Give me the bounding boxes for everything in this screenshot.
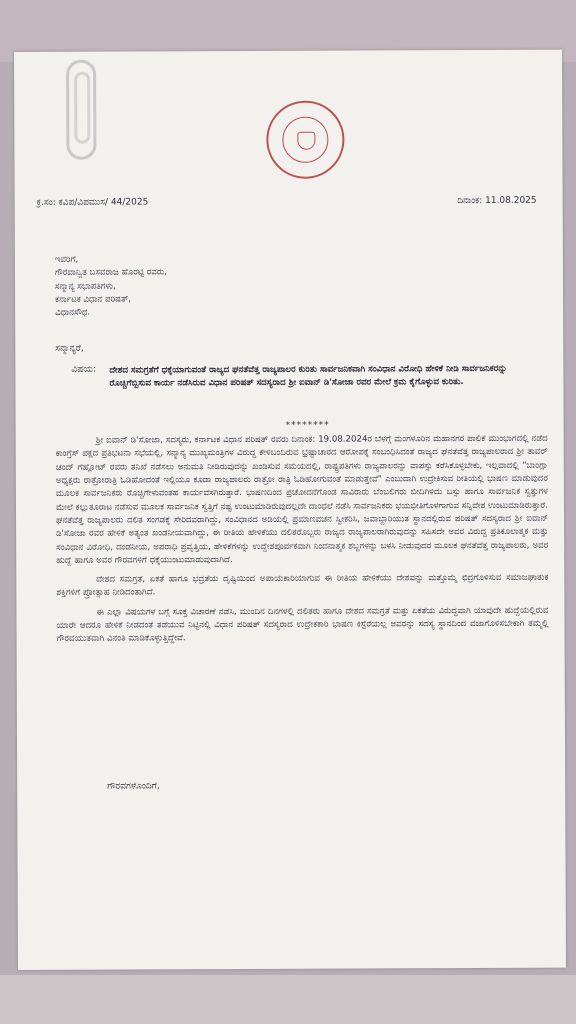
- recipient-block: [55, 252, 385, 320]
- body-paragraph: ಶ್ರೀ ಐವಾನ್ ಡಿ'ಸೋಜಾ, ಸದಸ್ಯರು, ಕರ್ನಾಟಕ ವಿಧಾನ ಪರಿಷತ್ ರವರು ದಿನಾಂಕ: 19.08.2024ರ ಬೆಳಗ್ಗೆ ಮಂಗಳೂರಿನ ಮಹಾನಗರ ಪಾಲಿಕೆ ಮುಂಭಾಗದಲ್ಲಿ ನಡೆದ ಕಾಂಗ್ರೆಸ್ ಪಕ್ಷದ ಪ್ರತಿಭಟನಾ ಸಭೆಯಲ್ಲಿ, ಸನ್ಮಾನ್ಯ ಮುಖ್ಯಮಂತ್ರಿಗಳ ವಿರುದ್ಧ ಕೇಳಿಬಂದಿರುವ ಭ್ರಷ್ಟಾಚಾರದ ಆರೋಪಕ್ಕೆ ಸಂಬಂಧಿಸಿದಂತೆ ರಾಜ್ಯದ ಘನತೆವೆತ್ತ ರಾಜ್ಯಪಾಲರಾದ ಶ್ರೀ ತಾವರ್ ಚಂದ್ ಗೆಹ್ಲೋಟ್ ರವರು ತನಿಖೆ ನಡೆಸಲು ಅನುಮತಿ ನೀಡಿರುವುದನ್ನು ಖಂಡಿಸುವ ಸಮಯದಲ್ಲಿ, ರಾಷ್ಟ್ರಪತಿಗಳು ರಾಜ್ಯಪಾಲರನ್ನು ವಾಪಸ್ಸು ಕರೆಸಿಕೊಳ್ಳಬೇಕು, ಇಲ್ಲವಾದಲ್ಲಿ "ಬಾಂಗ್ಲಾ ಅಧ್ಯಕ್ಷರು ರಾತ್ರೋರಾತ್ರಿ ಓಡಿಹೋದಂತೆ ಇಲ್ಲಿಯೂ ಕೂಡಾ ರಾಜ್ಯಪಾಲರು ರಾತ್ರೋ ರಾತ್ರಿ ಓಡಿಹೋಗುವಂತೆ ಮಾಡುತ್ತೇವೆ" ಎಂಬುದಾಗಿ ಉದ್ರೇಕಿಸುವ ರೀತಿಯಲ್ಲಿ ಭಾಷಣ ಮಾಡುವುದರ ಮೂಲಕ ಸಾರ್ವಜನಿಕರು ರೊಚ್ಚಿಗೇಳುವಂತಹ ಕಾರ್ಯವೆಸಗಿರುತ್ತಾರೆ. ಭಾಷಣದಿಂದ ಪ್ರಚೋದನೆಗೊಂಡ ಸಾವಿರಾರು ಬೆಂಬಲಿಗರು ಬೀದಿಗಿಳಿದು ಬಸ್ಸು ಹಾಗೂ ಸಾರ್ವಜನಿಕ ಸ್ವತ್ತುಗಳ ಮೇಲೆ ಕಲ್ಲುತೂರಾಟ ನಡೆಸುವ ಮೂಲಕ ಸಾರ್ವಜನಿಕ ಸ್ವತ್ತಿಗೆ ನಷ್ಟ ಉಂಟುಮಾಡಿರುವುದಲ್ಲದೇ ದಾಂಧಲೆ ನಡೆಸಿ ಸಾರ್ವಜನಿಕರು ಭಯಭೀತಿಗೊಳಗಾಗುವ ಸನ್ನಿವೇಶ ಉಂಟುಮಾಡಿರುತ್ತಾರೆ. ಘನತೆವೆತ್ತ ರಾಜ್ಯಪಾಲರು ದಲಿತ ಸಂಗಡಕ್ಕೆ ಸೇರಿದವರಾಗಿದ್ದು, ಸಂವಿಧಾನದ ಅಡಿಯಲ್ಲಿ ಪ್ರಮಾಣವಚನ ಸ್ವೀಕರಿಸಿ, ಜವಾಬ್ದಾರಿಯುತ ಸ್ಥಾನದಲ್ಲಿರುವ ಪರಿಷತ್ ಸದಸ್ಯರಾದ ಶ್ರೀ ಐವಾನ್ ಡಿ'ಸೋಜಾ ರವರ ಹೇಳಿಕೆ ಅತ್ಯಂತ ಖಂಡನೀಯವಾಗಿದ್ದು, ಈ ರೀತಿಯ ಹೇಳಿಕೆಯು ದಲಿತರೊಬ್ಬರು ರಾಜ್ಯದ ರಾಜ್ಯಪಾಲರಾಗಿರುವುದನ್ನು ಸಹಿಸದೇ ಅವರ ವಿರುದ್ಧ ಪ್ರತಿಕೂಲಾತ್ಮಕ ಮತ್ತು ಸಂವಿಧಾನ ವಿರೋಧಿ, ದಂಡನೀಯ, ಅಪರಾಧಿ ಪ್ರವೃತ್ತಿಯ, ಹೇಳಿಕೆಗಳನ್ನು ಉದ್ದೇಶಪೂರ್ವಕವಾಗಿ ನಿಂದನಾತ್ಮಕ ಶಬ್ದಗಳನ್ನು ಬಳಸಿ ನೀಡುವುದರ ಮೂಲಕ ಘನತೆವೆತ್ತ ರಾಜ್ಯಪಾಲರು, ಅವರ ಹುದ್ದೆ ಹಾಗೂ ಅವರ ಗೌರವಗಳಿಗೆ ಧಕ್ಕೆಯುಂಟುಮಾಡುವುದಾಗಿದೆ.: [55, 433, 549, 566]
- salutation: ಸನ್ಮಾನ್ಯರೆ,: [55, 343, 84, 354]
- separator: ********: [285, 420, 330, 431]
- seal-ring: [282, 117, 328, 163]
- body-paragraph: ಈ ಎಲ್ಲಾ ವಿಷಯಗಳ ಬಗ್ಗೆ ಸೂಕ್ತ ವಿಚಾರಣೆ ನಡೆಸಿ, ಮುಂದಿನ ದಿನಗಳಲ್ಲಿ ದಲಿತರು ಹಾಗೂ ದೇಶದ ಸಮಗ್ರತೆ ಮತ್ತು ಏಕತೆಯ ವಿರುದ್ಧವಾಗಿ ಯಾವುದೇ ಹುದ್ದೆಯಲ್ಲಿರುವ ಯಾರೇ ಆದರೂ ಹೇಳಿಕೆ ನೀಡದಂತೆ ತಡೆಯುವ ನಿಟ್ಟಿನಲ್ಲಿ ವಿಧಾನ ಪರಿಷತ್ ಸದಸ್ಯರಾದ ಉದ್ರೇಕಕಾರಿ ಭಾಷಣ ಕಿಸ್ಟೆರೆಯಲ್ಲ ಅವರನ್ನು ಸದಸ್ಯ ಸ್ಥಾನದಿಂದ ವಜಾಗೊಳಿಸಬೇಕಾಗಿ ತಮ್ಮಲ್ಲಿ ಗೌರವಯುತವಾಗಿ ವಿನಂತಿ ಮಾಡಿಕೊಳ್ಳುತ್ತಿದ್ದೇವೆ.: [56, 605, 549, 645]
- paperclip-inner-icon: [74, 72, 90, 144]
- closing: ಗೌರವಗಳೊಂದಿಗೆ,: [107, 781, 160, 792]
- letter-date: ದಿನಾಂಕ: 11.08.2025: [457, 195, 537, 207]
- recipient-line: ವಿಧಾನಸೌಧ.: [55, 307, 91, 319]
- recipient-line: ಇವರಿಗೆ,: [54, 254, 79, 265]
- letter-page: [14, 50, 566, 970]
- letter-body: [56, 433, 549, 653]
- subject-label: ವಿಷಯ:: [71, 364, 97, 375]
- body-paragraph: ದೇಶದ ಸಮಗ್ರತೆ, ಏಕತೆ ಹಾಗೂ ಭದ್ರತೆಯ ದೃಷ್ಟಿಯಿಂದ ಅಪಾಯಕಾರಿಯಾಗುವ ಈ ರೀತಿಯ ಹೇಳಿಕೆಯು ದೇಶವನ್ನು ಮತ್ತೊಮ್ಮೆ ಛಿದ್ರಗೊಳಿಸುವ ಸಮಾಜಘಾತುಕ ಶಕ್ತಿಗಳಿಗೆ ಪ್ರೋತ್ಸಾಹ ನೀಡಿದಂತಾಗಿದೆ.: [56, 572, 549, 599]
- recipient-line: ಗೌರವಾನ್ವಿತ ಬಸವರಾಜ ಹೊರಟ್ಟಿ ರವರು,: [54, 267, 167, 279]
- background-bottom: [0, 975, 576, 1024]
- subject-text: ದೇಶದ ಸಮಗ್ರತೆಗೆ ಧಕ್ಕೆಯಾಗುವಂತೆ ರಾಜ್ಯದ ಘನತೆವೆತ್ತ ರಾಜ್ಯಪಾಲರ ಕುರಿತು ಸಾರ್ವಜನಿಕವಾಗಿ ಸಂವಿಧಾನ ವಿರೋಧಿ ಹೇಳಿಕೆ ನೀಡಿ ಸಾರ್ವಜನಿಕರನ್ನು ರೊಚ್ಚಿಗೆಬ್ಬಿಸುವ ಕಾರ್ಯ ನಡೆಸಿರುವ ವಿಧಾನ ಪರಿಷತ್ ಸದಸ್ಯರಾದ ಶ್ರೀ ಐವಾನ್ ಡಿ'ಸೋಜಾ ರವರ ಮೇಲೆ ಕ್ರಮ ಕೈಗೊಳ್ಳುವ ಕುರಿತು.: [109, 363, 508, 389]
- emblem-icon: [297, 132, 315, 150]
- recipient-line: ಸನ್ಮಾನ್ಯ ಸಭಾಪತಿಗಳು,: [55, 281, 116, 292]
- official-seal: [266, 101, 344, 179]
- reference-number: ಕ್ರ.ಸಂ: ಕವಿಪ/ವಿಪಮುಸ/ 44/2025: [36, 197, 149, 208]
- recipient-line: ಕರ್ನಾಟಕ ವಿಧಾನ ಪರಿಷತ್,: [55, 294, 132, 305]
